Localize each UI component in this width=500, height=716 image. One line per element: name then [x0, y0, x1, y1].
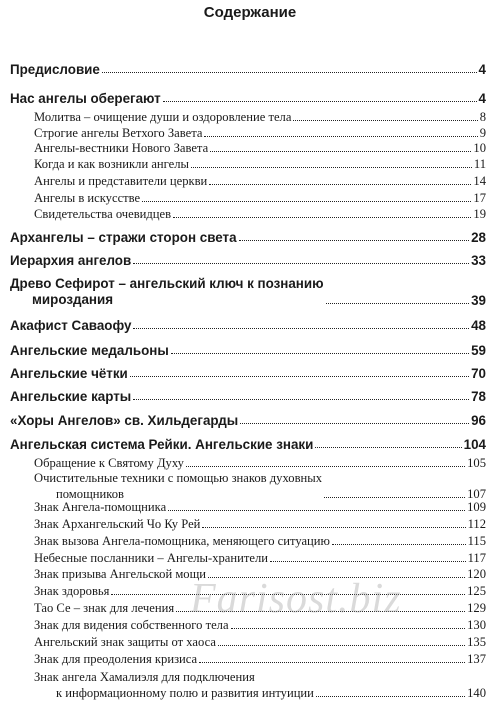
toc-entry[interactable] [34, 635, 486, 650]
toc-page-number: 104 [463, 437, 486, 452]
toc-entry[interactable] [34, 126, 486, 141]
toc-entry[interactable] [10, 343, 486, 358]
toc-leader-dots [315, 447, 461, 448]
toc-entry-title: «Хоры Ангелов» св. Хильдегарды [10, 413, 239, 428]
toc-entry[interactable] [34, 551, 486, 566]
toc-entry[interactable] [34, 470, 486, 502]
toc-entry[interactable] [34, 567, 486, 582]
toc-entry[interactable] [34, 517, 486, 532]
toc-entry-title: Свидетельства очевидцев [34, 207, 172, 221]
toc-entry-title-line: Очистительные техники с помощью знаков духовных [34, 471, 323, 485]
toc-entry-title: Ангелы-вестники Нового Завета [34, 141, 209, 155]
toc-leader-dots [293, 120, 477, 121]
toc-entry[interactable] [34, 110, 486, 125]
toc-entry-title: Тао Се – знак для лечения [34, 601, 175, 615]
toc-entry[interactable] [10, 253, 486, 268]
toc-entry[interactable] [34, 207, 486, 222]
toc-leader-dots [326, 303, 470, 304]
toc-leader-dots [142, 201, 471, 202]
toc-entry[interactable] [34, 618, 486, 633]
toc-page-number: 109 [467, 500, 486, 514]
toc-leader-dots [130, 376, 469, 377]
toc-leader-dots [176, 611, 465, 612]
toc-leader-dots [171, 353, 469, 354]
toc-entry[interactable] [10, 276, 486, 308]
toc-entry-title: Когда и как возникли ангелы [34, 157, 189, 171]
toc-entry[interactable] [10, 318, 486, 333]
toc-entry[interactable] [10, 413, 486, 428]
toc-entry[interactable] [34, 191, 486, 206]
toc-entry-title: Знак Ангела-помощника [34, 500, 167, 514]
toc-entry[interactable] [10, 389, 486, 404]
toc-leader-dots [204, 136, 477, 137]
toc-page-number: 107 [467, 487, 486, 501]
toc-page-number: 39 [471, 293, 486, 308]
toc-page-number: 14 [473, 174, 486, 188]
toc-leader-dots [102, 72, 477, 73]
toc-page-number: 9 [479, 126, 486, 140]
toc-page-number: 19 [473, 207, 486, 221]
toc-page-number: 8 [479, 110, 486, 124]
toc-page-number: 135 [467, 635, 486, 649]
toc-page-number: 130 [467, 618, 486, 632]
toc-page-number: 78 [471, 389, 486, 404]
toc-page-number: 28 [471, 230, 486, 245]
toc-page-number: 105 [467, 456, 486, 470]
toc-page-number: 129 [467, 601, 486, 615]
toc-entry[interactable] [34, 141, 486, 156]
toc-entry-title: Знак Архангельский Чо Ку Рей [34, 517, 201, 531]
toc-entry-title: Ангельские карты [10, 389, 132, 404]
toc-leader-dots [240, 423, 469, 424]
toc-page-number: 10 [473, 141, 486, 155]
toc-page-number: 112 [467, 517, 486, 531]
toc-entry-title [10, 276, 324, 308]
toc-entry-title: Молитва – очищение души и оздоровление тела [34, 110, 292, 124]
toc-entry-title: Ангельские чётки [10, 366, 128, 381]
toc-entry-title: Ангельская система Рейки. Ангельские знаки [10, 437, 314, 452]
toc-entry-title-line: Знак ангела Хамалиэля для подключения [34, 670, 255, 684]
toc-entry-title: Знак для преодоления кризиса [34, 652, 198, 666]
toc-page-number: 4 [478, 62, 486, 77]
toc-entry-title: Ангельский знак защиты от хаоса [34, 635, 216, 649]
toc-leader-dots [133, 328, 469, 329]
toc-entry-title: Архангелы – стражи сторон света [10, 230, 237, 245]
toc-entry[interactable] [34, 652, 486, 667]
toc-page-number: 140 [467, 686, 486, 700]
toc-leader-dots [173, 217, 471, 218]
toc-entry-title-line: мироздания [32, 292, 114, 307]
toc-page-number: 17 [473, 191, 486, 205]
toc-page-number: 96 [471, 413, 486, 428]
toc-leader-dots [270, 561, 466, 562]
toc-leader-dots [239, 240, 470, 241]
toc-leader-dots [218, 645, 465, 646]
toc-leader-dots [111, 594, 465, 595]
toc-entry[interactable] [34, 456, 486, 471]
toc-entry[interactable] [34, 534, 486, 549]
toc-entry-title-line: Древо Сефирот – ангельский ключ к познанию [10, 276, 324, 291]
toc-entry-title: Обращение к Святому Духу [34, 456, 184, 470]
toc-leader-dots [163, 101, 477, 102]
toc-leader-dots [209, 184, 471, 185]
toc-entry-title: Ангелы и представители церкви [34, 174, 208, 188]
toc-entry-title: Нас ангелы оберегают [10, 91, 161, 106]
toc-entry-title: Акафист Саваофу [10, 318, 132, 333]
toc-entry[interactable] [34, 584, 486, 599]
toc-leader-dots [324, 497, 465, 498]
toc-page-number: 4 [478, 91, 486, 106]
toc-entry-title: Знак здоровья [34, 584, 110, 598]
toc-leader-dots [316, 696, 465, 697]
toc-entry-title: Небесные посланники – Ангелы-хранители [34, 551, 268, 565]
toc-page-number: 11 [473, 157, 486, 171]
toc-entry[interactable] [10, 91, 486, 106]
toc-entry[interactable] [34, 157, 486, 172]
toc-leader-dots [208, 577, 465, 578]
toc-entry-title: Ангельские медальоны [10, 343, 169, 358]
toc-entry-title-line: помощников [56, 487, 124, 501]
toc-leader-dots [133, 399, 469, 400]
page-title: Содержание [203, 4, 297, 21]
toc-page-number: 120 [467, 567, 486, 581]
toc-entry[interactable] [34, 174, 486, 189]
toc-entry-title: Знак для видения собственного тела [34, 618, 229, 632]
toc-entry-title: Знак призыва Ангельской мощи [34, 567, 207, 581]
toc-leader-dots [133, 263, 469, 264]
toc-leader-dots [210, 151, 471, 152]
toc-entry[interactable] [34, 669, 486, 701]
toc-entry-title: Иерархия ангелов [10, 253, 132, 268]
toc-page-number: 59 [471, 343, 486, 358]
toc-page-number: 125 [467, 584, 486, 598]
toc-entry[interactable] [10, 62, 486, 77]
toc-page-number: 33 [471, 253, 486, 268]
toc-page-number: 70 [471, 366, 486, 381]
toc-entry-title [34, 470, 322, 502]
toc-page-number: 115 [467, 534, 486, 548]
toc-leader-dots [186, 466, 465, 467]
toc-page-number: 117 [467, 551, 486, 565]
toc-entry[interactable] [10, 437, 486, 452]
toc-entry[interactable] [34, 500, 486, 515]
toc-entry-title: Знак вызова Ангела-помощника, меняющего ситуацию [34, 534, 330, 548]
toc-entry-title: Предисловие [10, 62, 100, 77]
toc-entry-title [34, 669, 314, 701]
toc-entry[interactable] [10, 230, 486, 245]
toc-leader-dots [332, 544, 466, 545]
toc-entry[interactable] [34, 601, 486, 616]
toc-page-number: 137 [467, 652, 486, 666]
toc-entry[interactable] [10, 366, 486, 381]
toc-page-number: 48 [471, 318, 486, 333]
toc-leader-dots [231, 628, 466, 629]
toc-leader-dots [191, 167, 472, 168]
toc-leader-dots [199, 662, 465, 663]
watermark: Farisost.biz [190, 576, 402, 622]
toc-entry-title-line: к информационному полю и развития интуиции [56, 686, 314, 700]
toc-leader-dots [168, 510, 465, 511]
toc-entry-title: Строгие ангелы Ветхого Завета [34, 126, 203, 140]
toc-entry-title: Ангелы в искусстве [34, 191, 141, 205]
toc-leader-dots [202, 527, 465, 528]
